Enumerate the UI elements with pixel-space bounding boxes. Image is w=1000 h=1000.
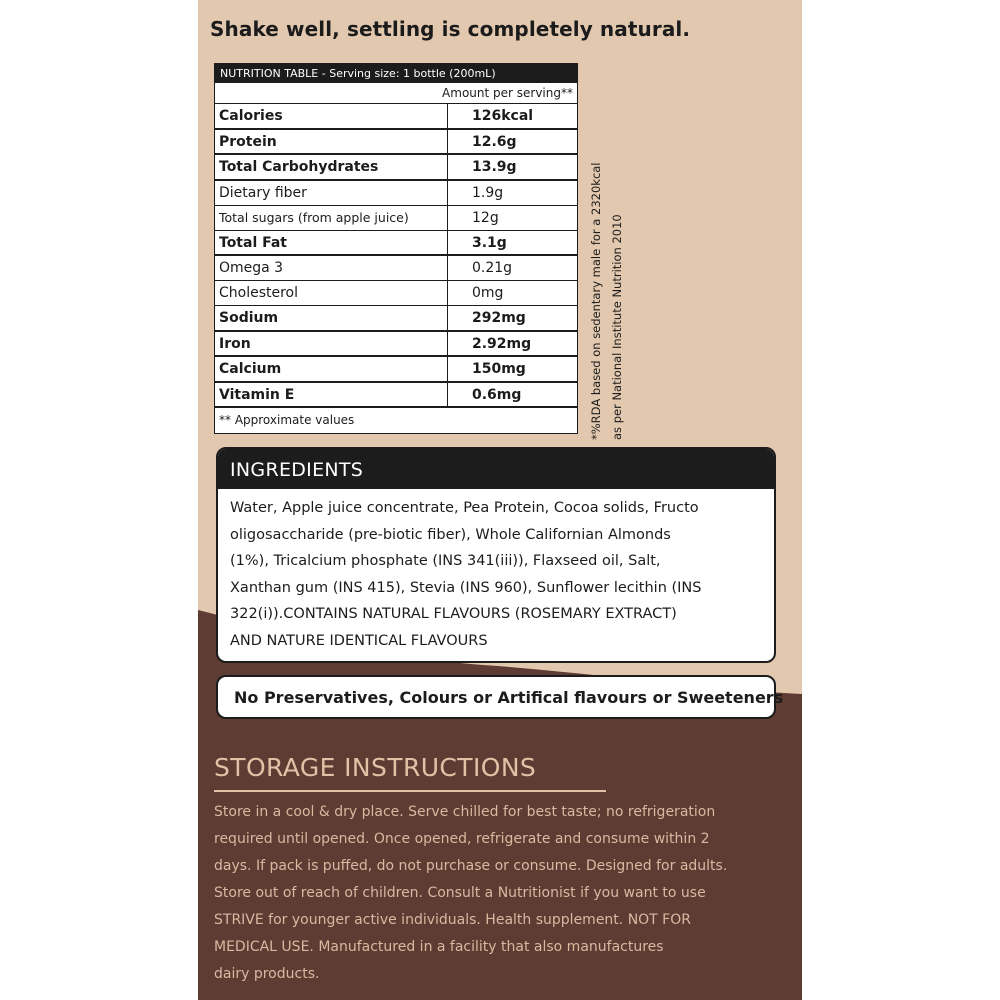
storage-divider xyxy=(214,790,606,792)
headline: Shake well, settling is completely natural. xyxy=(210,17,691,41)
nutrient-name: Total Carbohydrates xyxy=(215,155,448,179)
storage-line-text: dairy products. xyxy=(214,966,320,982)
nutrient-value: 150mg xyxy=(472,361,526,377)
storage-line-text: STRIVE for younger active individuals. Health supplement. NOT FOR xyxy=(214,912,691,928)
rda-side-note-line-1: *%RDA based on sedentary male for a 2320kcal xyxy=(589,162,603,440)
nutrient-value: 292mg xyxy=(472,310,526,326)
ingredients-line: Xanthan gum (INS 415), Stevia (INS 960), Sunflower lecithin (INS xyxy=(230,579,702,596)
ingredients-line: oligosaccharide (pre-biotic fiber), Whole Californian Almonds xyxy=(230,526,671,543)
nutrition-table-header: NUTRITION TABLE - Serving size: 1 bottle (200mL) xyxy=(215,64,577,83)
storage-line-text: Store in a cool & dry place. Serve chilled for best taste; no refrigeration xyxy=(214,804,716,820)
nutrition-row xyxy=(215,155,577,181)
ingredients-line: AND NATURE IDENTICAL FLAVOURS xyxy=(230,632,488,649)
nutrition-row xyxy=(215,332,577,358)
nutrition-row xyxy=(215,231,577,257)
storage-text xyxy=(214,799,794,988)
nutrition-row xyxy=(215,281,577,306)
nutrient-value: 0.6mg xyxy=(472,386,522,403)
nutrient-value: 13.9g xyxy=(472,159,517,175)
storage-title: STORAGE INSTRUCTIONS xyxy=(214,753,537,782)
nutrient-name: Total sugars (from apple juice) xyxy=(215,206,448,230)
amount-per-serving-label: Amount per serving** xyxy=(215,83,577,104)
storage-line-text: days. If pack is puffed, do not purchase or consume. Designed for adults. xyxy=(214,858,728,874)
nutrition-row xyxy=(215,206,577,231)
nutrition-row xyxy=(215,181,577,206)
nutrient-name: Sodium xyxy=(215,306,448,330)
no-preservatives-note: No Preservatives, Colours or Artifical flavours or Sweeteners xyxy=(216,675,776,719)
nutrient-value: 2.92mg xyxy=(472,335,532,352)
nutrient-name: Calcium xyxy=(215,357,448,381)
nutrient-name: Omega 3 xyxy=(215,256,448,280)
nutrient-value: 3.1g xyxy=(472,234,507,251)
nutrition-row xyxy=(215,306,577,332)
nutrient-value: 12g xyxy=(472,209,499,226)
storage-line-text: required until opened. Once opened, refrigerate and consume within 2 xyxy=(214,831,710,847)
nutrient-value: 126kcal xyxy=(472,108,534,124)
nutrition-row xyxy=(215,357,577,383)
nutrient-value: 12.6g xyxy=(472,133,517,150)
nutrition-row xyxy=(215,383,577,409)
nutrition-table xyxy=(214,63,578,434)
nutrient-value: 0mg xyxy=(472,285,504,301)
nutrient-name: Cholesterol xyxy=(215,281,448,305)
storage-line-text: Store out of reach of children. Consult a Nutritionist if you want to use xyxy=(214,885,706,901)
nutrition-row xyxy=(215,104,577,130)
ingredients-line: Water, Apple juice concentrate, Pea Protein, Cocoa solids, Fructo xyxy=(230,500,699,516)
nutrition-row xyxy=(215,130,577,156)
ingredients-box xyxy=(216,447,776,663)
rda-side-note-line-2: as per National Institute Nutrition 2010 xyxy=(610,214,624,440)
ingredients-line: 322(i)).CONTAINS NATURAL FLAVOURS (ROSEMARY EXTRACT) xyxy=(230,606,677,622)
storage-line-text: MEDICAL USE. Manufactured in a facility that also manufactures xyxy=(214,939,664,955)
nutrient-name: Dietary fiber xyxy=(215,181,448,205)
nutrient-name: Iron xyxy=(215,332,448,356)
nutrition-footnote: ** Approximate values xyxy=(219,413,355,427)
nutrition-row xyxy=(215,256,577,281)
nutrient-name: Protein xyxy=(215,130,448,154)
nutrition-rows xyxy=(215,104,577,408)
nutrient-value: 0.21g xyxy=(472,260,513,276)
rda-side-note xyxy=(586,60,628,440)
nutrient-name: Total Fat xyxy=(215,231,448,255)
product-label-panel xyxy=(198,0,802,1000)
nutrient-name: Vitamin E xyxy=(215,383,448,407)
ingredients-text xyxy=(218,489,774,654)
nutrient-value: 1.9g xyxy=(472,184,504,201)
ingredients-line: (1%), Tricalcium phosphate (INS 341(iii)), Flaxseed oil, Salt, xyxy=(230,553,661,569)
ingredients-title: INGREDIENTS xyxy=(218,449,774,489)
nutrient-name: Calories xyxy=(215,104,448,128)
